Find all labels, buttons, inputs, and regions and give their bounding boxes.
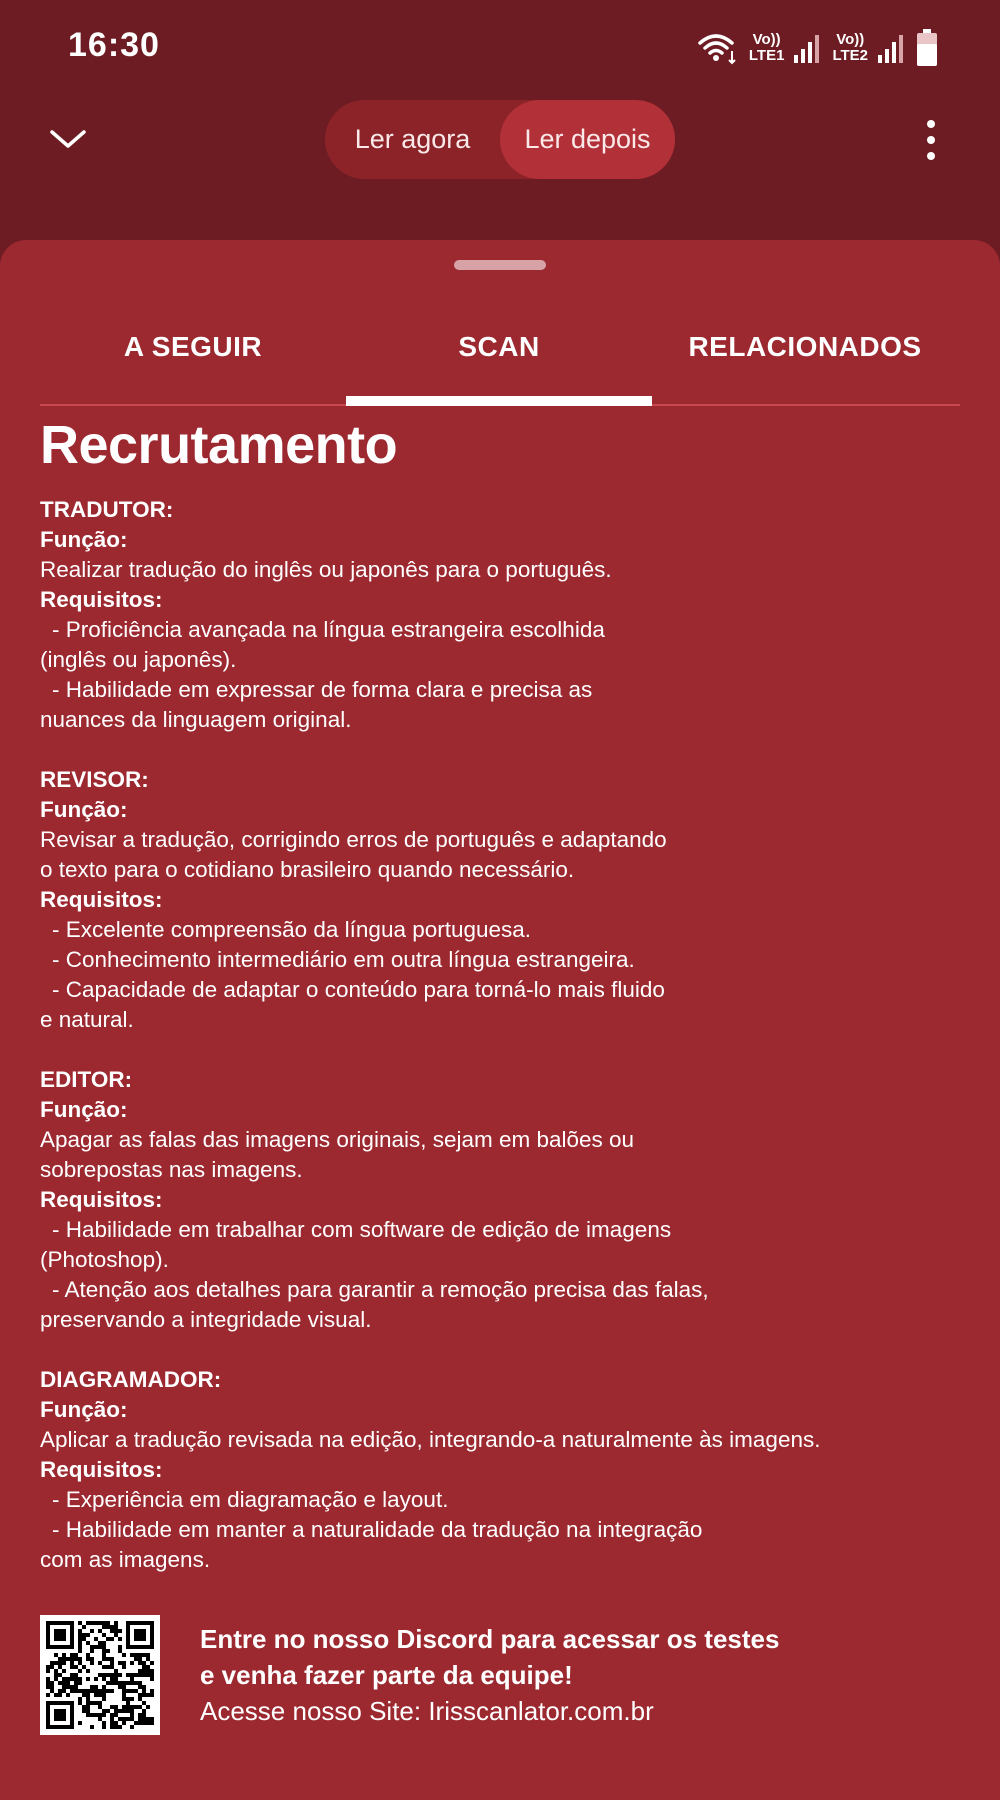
qr-code-icon — [40, 1615, 160, 1735]
requirement-text: - Habilidade em manter a naturalidade da tradução na integração — [52, 1517, 703, 1542]
function-text: Aplicar a tradução revisada na edição, integrando-a naturalmente às imagens. — [40, 1427, 821, 1452]
status-bar — [0, 0, 1000, 95]
requirements-label: Requisitos: — [40, 887, 163, 912]
requirements-label: Requisitos: — [40, 1457, 163, 1482]
tab-a-seguir[interactable]: A SEGUIR — [123, 331, 263, 362]
requirement-text: - Habilidade em trabalhar com software de edição de imagens — [52, 1217, 672, 1242]
page-title: Recrutamento — [40, 415, 398, 475]
role-section — [40, 1365, 970, 1575]
function-text: Realizar tradução do inglês ou japonês para o português. — [40, 557, 612, 582]
function-label: Função: — [40, 797, 128, 822]
wifi-icon — [697, 31, 739, 65]
requirement-text: - Atenção aos detalhes para garantir a remoção precisa das falas, — [52, 1277, 709, 1302]
discord-cta-line: e venha fazer parte da equipe! — [200, 1660, 573, 1690]
signal-icon — [878, 33, 906, 63]
requirement-text: com as imagens. — [40, 1547, 211, 1572]
requirements-label: Requisitos: — [40, 587, 163, 612]
sim2-network-label: Vo)) LTE2 — [832, 31, 868, 64]
requirement-text: - Conhecimento intermediário em outra língua estrangeira. — [52, 947, 635, 972]
battery-icon — [916, 29, 938, 67]
read-later-option[interactable]: Ler depois — [500, 100, 675, 179]
requirement-text: - Excelente compreensão da língua portuguesa. — [52, 917, 532, 942]
function-label: Função: — [40, 1097, 128, 1122]
tab-bar — [40, 290, 960, 406]
function-label: Função: — [40, 527, 128, 552]
requirement-text: (Photoshop). — [40, 1247, 169, 1272]
function-text: Apagar as falas das imagens originais, sejam em balões ou — [40, 1127, 635, 1152]
requirement-text: e natural. — [40, 1007, 134, 1032]
status-time: 16:30 — [68, 26, 160, 64]
collapse-button[interactable] — [46, 118, 90, 162]
role-title: EDITOR: — [40, 1067, 133, 1092]
requirement-text: - Capacidade de adaptar o conteúdo para torná-lo mais fluido — [52, 977, 665, 1002]
signal-icon — [794, 33, 822, 63]
read-now-option[interactable]: Ler agora — [354, 124, 471, 154]
recruitment-footer — [40, 1615, 960, 1735]
role-section — [40, 765, 970, 1035]
site-line: Acesse nosso Site: Irisscanlator.com.br — [200, 1696, 654, 1726]
footer-text — [200, 1621, 779, 1729]
bottom-sheet — [0, 240, 1000, 1800]
function-text: o texto para o cotidiano brasileiro quando necessário. — [40, 857, 575, 882]
role-section — [40, 1065, 970, 1335]
requirement-text: - Proficiência avançada na língua estrangeira escolhida — [52, 617, 605, 642]
tab-scan[interactable]: SCAN — [346, 290, 652, 404]
discord-cta-line: Entre no nosso Discord para acessar os testes — [200, 1624, 780, 1654]
requirement-text: preservando a integridade visual. — [40, 1307, 372, 1332]
requirement-text: - Experiência em diagramação e layout. — [52, 1487, 449, 1512]
requirement-text: nuances da linguagem original. — [40, 707, 352, 732]
requirements-label: Requisitos: — [40, 1187, 163, 1212]
read-mode-toggle — [325, 100, 675, 179]
role-title: DIAGRAMADOR: — [40, 1367, 222, 1392]
role-title: REVISOR: — [40, 767, 149, 792]
requirement-text: - Habilidade em expressar de forma clara e precisa as — [52, 677, 593, 702]
chevron-down-icon — [46, 149, 90, 166]
sim1-network-label: Vo)) LTE1 — [748, 31, 785, 64]
requirement-text: (inglês ou japonês). — [40, 647, 237, 672]
more-vertical-icon — [927, 120, 935, 128]
status-icons — [697, 26, 938, 70]
sheet-drag-handle[interactable] — [454, 260, 546, 270]
tab-relacionados[interactable]: RELACIONADOS — [688, 331, 922, 362]
function-label: Função: — [40, 1397, 128, 1422]
role-title: TRADUTOR: — [40, 497, 174, 522]
function-text: Revisar a tradução, corrigindo erros de português e adaptando — [40, 827, 667, 852]
more-options-button[interactable] — [924, 118, 938, 162]
scan-content — [40, 410, 970, 1605]
function-text: sobrepostas nas imagens. — [40, 1157, 303, 1182]
role-section — [40, 495, 970, 735]
roles-list — [40, 495, 970, 1575]
